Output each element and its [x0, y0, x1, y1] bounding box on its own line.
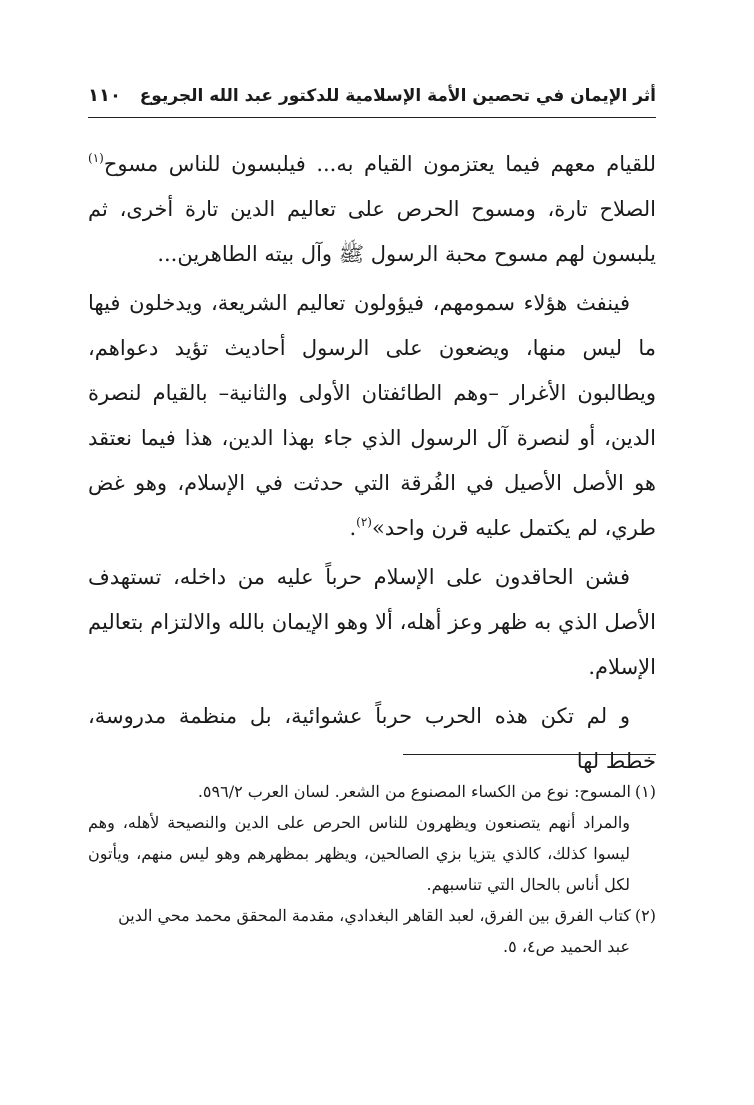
paragraph-1 — [88, 142, 656, 277]
main-text — [88, 142, 656, 788]
footnote-1 — [88, 776, 656, 807]
header-rule — [88, 117, 656, 118]
footnote-2-continuation: عبد الحميد ص٤، ٥. — [503, 937, 630, 956]
footnote-2-text: كتاب الفرق بين الفرق، لعبد القاهر البغدادي، مقدمة المحقق محمد محي الدين — [118, 906, 631, 925]
paragraph-1-text-b: الصلاح تارة، ومسوح الحرص على تعاليم الدين تارة أخرى، ثم يلبسون لهم مسوح محبة الرسول ﷺ وآل بيته الطاهرين... — [88, 197, 656, 266]
footnotes — [88, 776, 656, 962]
footnote-2 — [88, 900, 656, 931]
header-title: أثر الإيمان في تحصين الأمة الإسلامية للدكتور عبد الله الجريوع — [139, 86, 656, 106]
footnote-2-mark: (٢) — [634, 906, 656, 925]
paragraph-2 — [88, 281, 656, 551]
paragraph-4: و لم تكن هذه الحرب حرباً عشوائية، بل منظمة مدروسة، خطط لها — [88, 704, 656, 773]
running-header — [88, 82, 656, 112]
footnote-ref-1: (١) — [88, 151, 104, 165]
page-number: ١١٠ — [88, 85, 121, 106]
paragraph-1-text-a: للقيام معهم فيما يعتزمون القيام به... فيلبسون للناس مسوح — [103, 152, 656, 176]
footnote-1-mark: (١) — [634, 782, 656, 801]
footnote-1-explanation: والمراد أنهم يتصنعون ويظهرون للناس الحرص على الدين والنصيحة لأهله، وهم ليسوا كذلك، كالذي يتزيا بزي الصالحين، ويظهر بمظهرهم وهو ليس منهم، ويأتون لكل أناس بالحال التي تناسبهم. — [88, 813, 630, 894]
paragraph-2-end: . — [349, 516, 357, 540]
footnote-separator — [403, 754, 656, 755]
paragraph-2-text: فينفث هؤلاء سمومهم، فيؤولون تعاليم الشريعة، ويدخلون فيها ما ليس منها، ويضعون على الرسول أحاديث تؤيد دعواهم، ويطالبون الأغرار –وهم الطائفتان الأولى والثانية– بالقيام لنصرة الدين، أو لنصرة آل الرسول الذي جاء بهذا الدين، هذا فيما نعتقد هو الأصل الأصيل في الفُرقة التي حدثت في الإسلام، وهو غض طري، لم يكتمل عليه قرن واحد» — [88, 291, 656, 540]
footnote-1-text: المسوح: نوع من الكساء المصنوع من الشعر. لسان العرب ٥٩٦/٢. — [197, 782, 631, 801]
footnote-ref-2: (٢) — [356, 515, 372, 529]
paragraph-3: فشن الحاقدون على الإسلام حرباً عليه من داخله، تستهدف الأصل الذي به ظهر وعز أهله، ألا وهو الإيمان بالله والالتزام بتعاليم الإسلام. — [88, 565, 656, 679]
